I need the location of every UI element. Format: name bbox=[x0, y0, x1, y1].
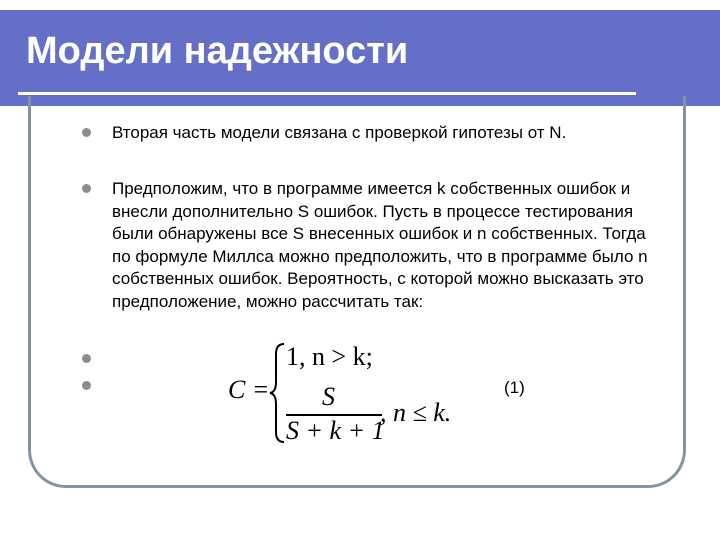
bullet-icon bbox=[82, 381, 91, 390]
formula-numerator: S bbox=[322, 382, 335, 411]
left-brace-icon bbox=[268, 342, 288, 444]
bullet-icon bbox=[82, 354, 91, 363]
bullet-text-1: Вторая часть модели связана с проверкой гипотезы от N. bbox=[112, 123, 567, 142]
formula-lhs: C = bbox=[228, 375, 270, 404]
bullet-icon bbox=[82, 128, 91, 137]
formula-denominator: S + k + 1 bbox=[286, 416, 385, 445]
formula-number: (1) bbox=[504, 378, 525, 397]
bullet-text-2: Предположим, что в программе имеется k собственных ошибок и внесли дополнительно S ошибок. Пусть в процессе тестирования были обнаружены все S внесенных ошибок и n собственных. Тогда по формуле Миллса можно предположить, что в программе было n собственных ошибок. Вероятность, с которой можно высказать это предположение, можно рассчитать так: bbox=[112, 179, 648, 311]
slide-title: Модели надежности bbox=[26, 30, 409, 72]
formula-case2-condition: , n ≤ k. bbox=[380, 398, 452, 427]
formula-case1: 1, n > k; bbox=[286, 342, 373, 371]
header-underline bbox=[18, 92, 636, 95]
bullet-icon bbox=[82, 184, 91, 193]
